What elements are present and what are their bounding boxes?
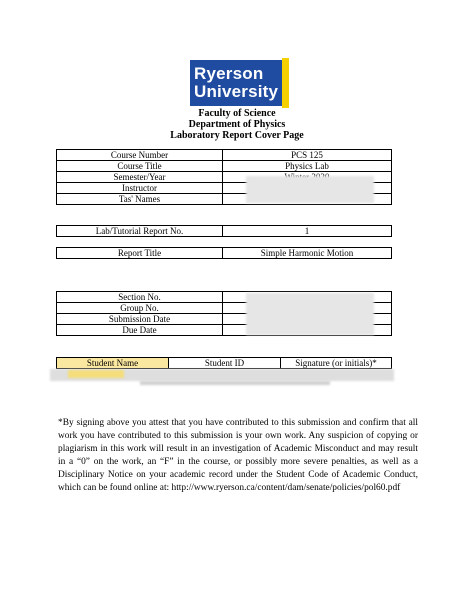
department-heading: Department of Physics bbox=[188, 119, 286, 130]
logo-line1: Ryerson bbox=[194, 64, 264, 83]
integrity-notice: *By signing above you attest that you have contributed to this submission and confirm that all work you have contributed to this submission is your own work. Any suspicion of copying or plagiarism in this work will result in an investigation of Academic Misconduct and may result in a “0” on the work, an “F” in the course, or possibly more severe penalties, as well as a Disciplinary Notice on your academic record under the Student Code of Academic Conduct, which can be found online at: http://www.ryerson.ca/content/dam/senate/policies/pol60.pdf bbox=[58, 418, 418, 493]
cell-label: Due Date bbox=[57, 325, 223, 336]
table-row bbox=[57, 248, 392, 259]
cell-label: Submission Date bbox=[57, 314, 223, 325]
cell-value: Physics Lab bbox=[223, 161, 392, 172]
faculty-heading: Faculty of Science bbox=[198, 108, 276, 119]
cell-value: 1 bbox=[223, 226, 392, 237]
header-student-id: Student ID bbox=[169, 358, 281, 369]
cell-label: Report Title bbox=[57, 248, 223, 259]
highlight-mark bbox=[68, 370, 124, 378]
report-number-table bbox=[56, 225, 392, 237]
table-row bbox=[57, 226, 392, 237]
table-header-row bbox=[57, 358, 392, 369]
cell-label: Semester/Year bbox=[57, 172, 223, 183]
redacted-section-info bbox=[246, 293, 374, 335]
cell-value: Simple Harmonic Motion bbox=[223, 248, 392, 259]
logo-line2: University bbox=[194, 82, 279, 101]
redacted-caption bbox=[140, 381, 330, 385]
report-title-table bbox=[56, 247, 392, 259]
table-row bbox=[57, 161, 392, 172]
cell-label: Tas' Names bbox=[57, 194, 223, 205]
cell-label: Instructor bbox=[57, 183, 223, 194]
university-logo bbox=[190, 60, 290, 106]
cell-label: Group No. bbox=[57, 303, 223, 314]
cell-label: Course Number bbox=[57, 150, 223, 161]
cell-label: Course Title bbox=[57, 161, 223, 172]
student-table bbox=[56, 357, 392, 369]
redacted-instructor bbox=[246, 176, 374, 203]
header-signature: Signature (or initials)* bbox=[281, 358, 392, 369]
header-student-name: Student Name bbox=[57, 358, 169, 369]
page-title: Laboratory Report Cover Page bbox=[170, 130, 304, 141]
table-row bbox=[57, 150, 392, 161]
cell-label: Section No. bbox=[57, 292, 223, 303]
cell-value: PCS 125 bbox=[223, 150, 392, 161]
cell-label: Lab/Tutorial Report No. bbox=[57, 226, 223, 237]
